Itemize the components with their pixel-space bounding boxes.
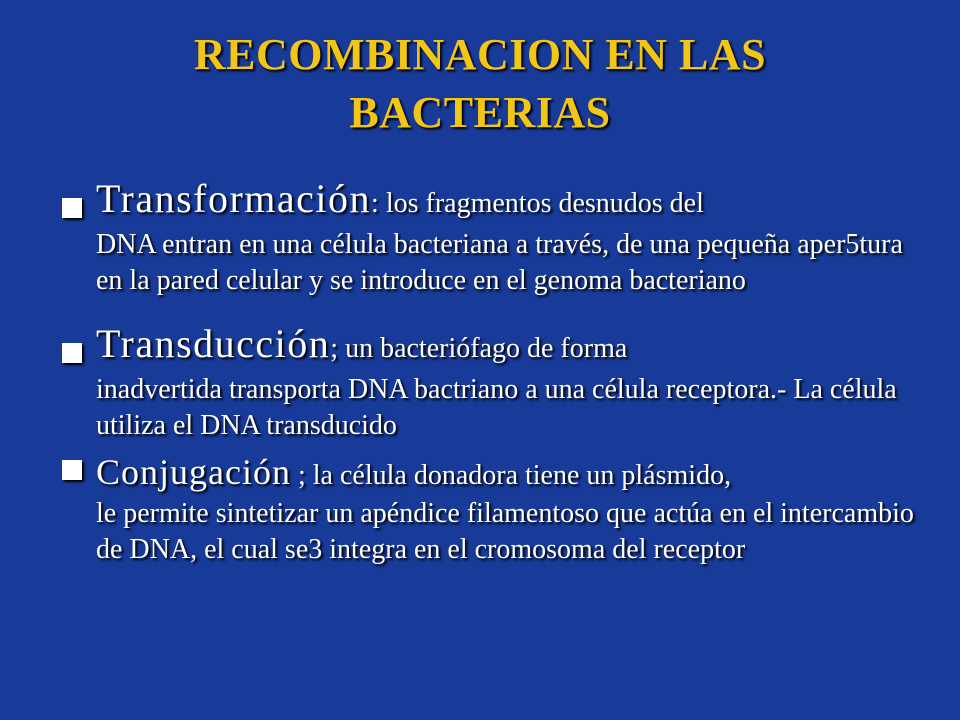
bullet-text-continued: DNA entran en una célula bacteriana a través, de una pequeña aper5tura en la pared celular y se introduce en el genoma bacteriano — [96, 229, 903, 296]
bullet-text-continued: le permite sintetizar un apéndice filamentoso que actúa en el intercambio de DNA, el cual se3 integra en el cromosoma del receptor — [96, 498, 914, 565]
square-bullet-icon — [62, 198, 82, 218]
bullet-term: Transformación — [96, 176, 372, 221]
square-bullet-icon — [62, 343, 82, 363]
slide-title: RECOMBINACION EN LAS BACTERIAS — [193, 30, 767, 137]
bullet-term: Transducción — [96, 321, 331, 366]
bullet-first-line — [96, 321, 922, 372]
bullet-term: Conjugación — [96, 452, 291, 492]
bullet-text: : los fragmentos desnudos del — [371, 188, 704, 219]
square-bullet-icon — [62, 460, 82, 480]
bullet-transformacion — [62, 176, 922, 299]
bullet-transduccion — [62, 321, 922, 444]
bullet-text: ; un bacteriófago de forma — [330, 333, 628, 364]
bullet-first-line — [96, 452, 922, 496]
bullet-first-line — [96, 176, 922, 227]
bullet-conjugacion — [62, 452, 922, 568]
bullet-text-continued: inadvertida transporta DNA bactriano a una célula receptora.- La célula utiliza el DNA transducido — [96, 374, 897, 441]
bullet-list — [62, 176, 922, 568]
bullet-text: ; la célula donadora tiene un plásmido, — [290, 460, 732, 491]
